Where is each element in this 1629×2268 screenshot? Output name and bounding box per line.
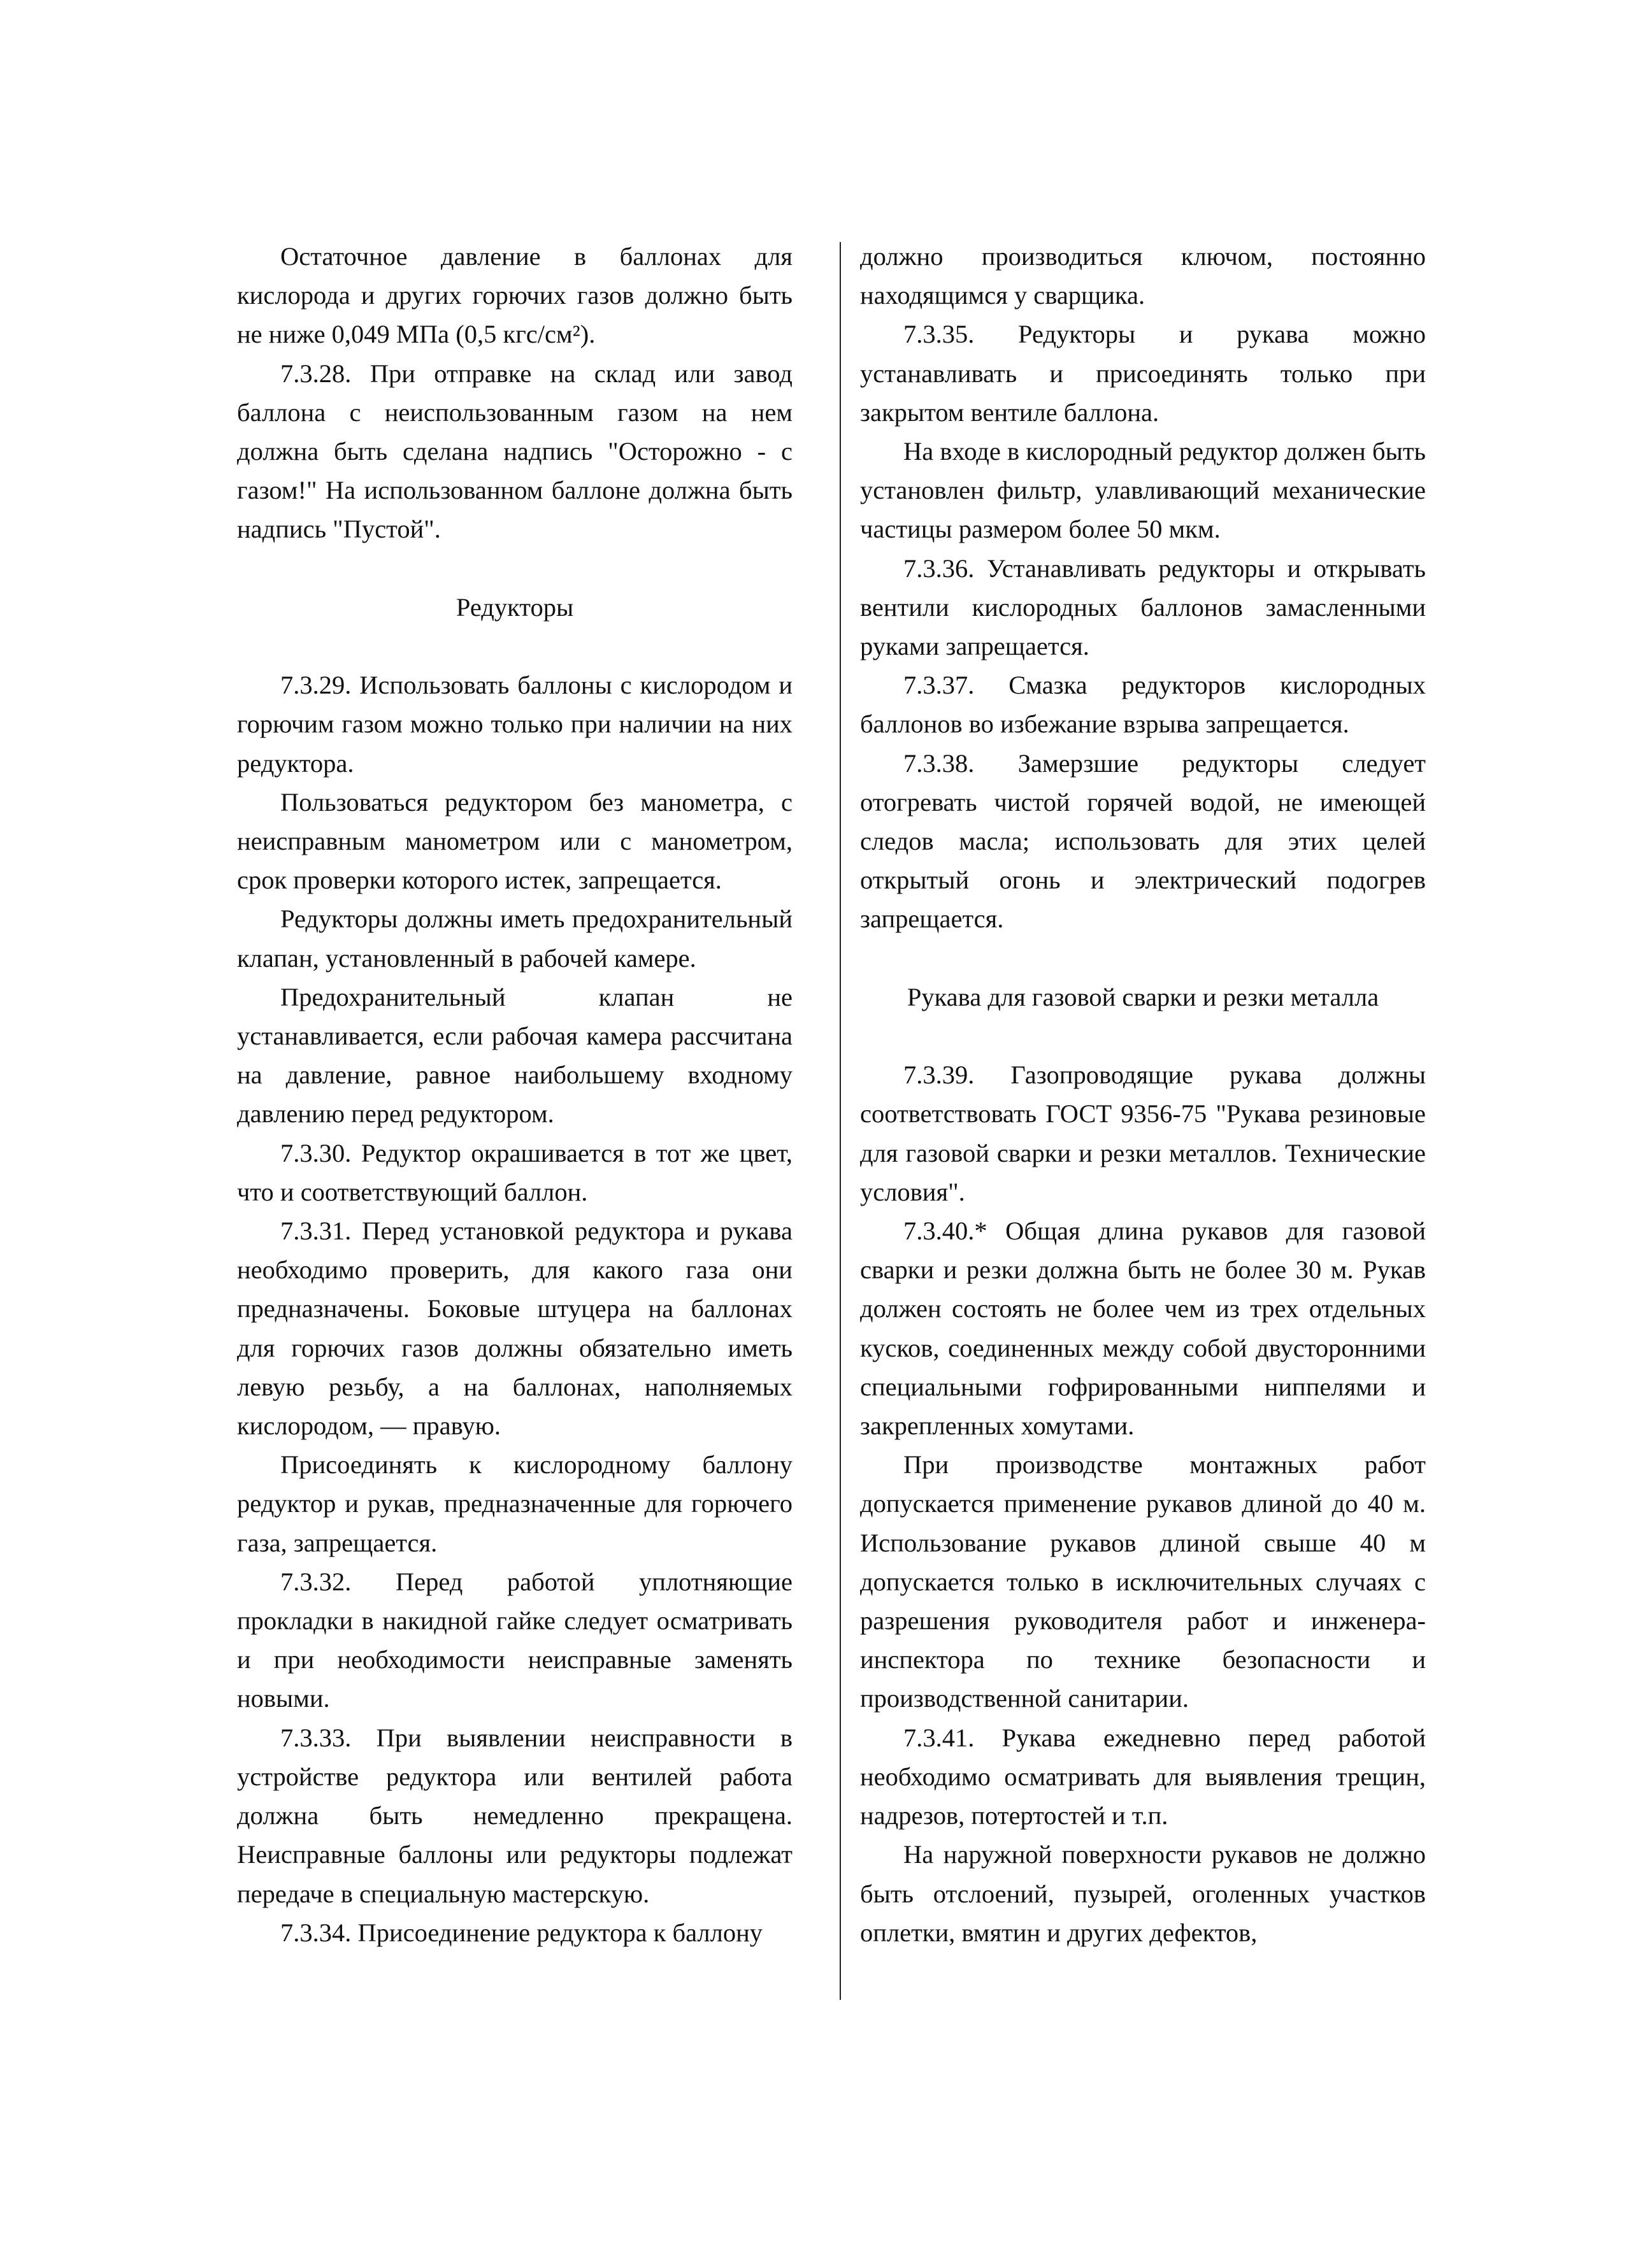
- spacer: [237, 549, 793, 588]
- paragraph-7-3-31: 7.3.31. Перед установкой редуктора и рукава необходимо проверить, для какого газа они предназначены. Боковые штуцера на баллонах для горючих газов должны обязательно иметь левую резьбу, а на баллонах, наполняемых кислородом, — правую.: [237, 1216, 793, 1441]
- paragraph-7-3-32: 7.3.32. Перед работой уплотняющие прокладки в накидной гайке следует осматривать и при необходимости неисправные заменять новыми.: [237, 1567, 793, 1713]
- section-heading-reducers: Редукторы: [456, 592, 574, 622]
- paragraph-hose-surface: На наружной поверхности рукавов не должно быть отслоений, пузырей, оголенных участков оплетки, вмятин и других дефектов,: [860, 1840, 1426, 1947]
- paragraph-7-3-39: 7.3.39. Газопроводящие рукава должны соответствовать ГОСТ 9356-75 "Рукава резиновые для газовой сварки и резки металлов. Технические условия".: [860, 1060, 1426, 1206]
- paragraph-7-3-33: 7.3.33. При выявлении неисправности в устройстве редуктора или вентилей работа должна быть немедленно прекращена. Неисправные баллоны или редукторы подлежат передаче в специальную мастерскую.: [237, 1723, 793, 1908]
- column-divider: [840, 242, 841, 2000]
- paragraph-valve-not-installed: Предохранительный клапан не устанавливается, если рабочая камера рассчитана на давление, равное наибольшему входному давлению перед редуктором.: [237, 982, 793, 1129]
- paragraph-7-3-41: 7.3.41. Рукава ежедневно перед работой необходимо осматривать для выявления трещин, надрезов, потертостей и т.п.: [860, 1723, 1426, 1830]
- paragraph-residual-pressure: Остаточное давление в баллонах для кислорода и других горючих газов должно быть не ниже 0,049 МПа (0,5 кгс/см²).: [237, 242, 793, 349]
- paragraph-7-3-36: 7.3.36. Устанавливать редукторы и открывать вентили кислородных баллонов замасленными руками запрещается.: [860, 553, 1426, 661]
- section-heading-hoses: Рукава для газовой сварки и резки металла: [907, 982, 1379, 1011]
- paragraph-7-3-38: 7.3.38. Замерзшие редукторы следует отогревать чистой горячей водой, не имеющей следов масла; использовать для этих целей открытый огонь и электрический подогрев запрещается.: [860, 748, 1426, 934]
- paragraph-7-3-34: 7.3.34. Присоединение редуктора к баллону: [280, 1918, 763, 1947]
- paragraph-filter: На входе в кислородный редуктор должен быть установлен фильтр, улавливающий механические частицы размером более 50 мкм.: [860, 437, 1426, 544]
- spacer: [860, 1016, 1426, 1055]
- paragraph-7-3-30: 7.3.30. Редуктор окрашивается в тот же цвет, что и соответствующий баллон.: [237, 1138, 793, 1206]
- paragraph-installation-works: При производстве монтажных работ допускается применение рукавов длиной до 40 м. Использование рукавов длиной свыше 40 м допускается только в исключительных случаях с разрешения руководителя работ и инженера-инспектора по технике безопасности и производственной санитарии.: [860, 1450, 1426, 1713]
- paragraph-7-3-40: 7.3.40.* Общая длина рукавов для газовой сварки и резки должна быть не более 30 м. Рукав должен состоять не более чем из трех отдельных кусков, соединенных между собой двусторонними специальными гофрированными ниппелями и закрепленных хомутами.: [860, 1216, 1426, 1441]
- paragraph-7-3-29: 7.3.29. Использовать баллоны с кислородом и горючим газом можно только при наличии на них редуктора.: [237, 671, 793, 778]
- left-column: [237, 237, 793, 1952]
- paragraph-oxygen-connection: Присоединять к кислородному баллону редуктор и рукав, предназначенные для горючего газа, запрещается.: [237, 1450, 793, 1557]
- right-column: [860, 237, 1426, 1952]
- paragraph-7-3-35: 7.3.35. Редукторы и рукава можно устанавливать и присоединять только при закрытом вентиле баллона.: [860, 320, 1426, 427]
- paragraph-7-3-37: 7.3.37. Смазка редукторов кислородных баллонов во избежание взрыва запрещается.: [860, 671, 1426, 739]
- spacer: [860, 939, 1426, 978]
- paragraph-7-3-28: 7.3.28. При отправке на склад или завод баллона с неиспользованным газом на нем должна быть сделана надпись "Осторожно - с газом!" На использованном баллоне должна быть надпись "Пустой".: [237, 359, 793, 544]
- paragraph-safety-valve: Редукторы должны иметь предохранительный клапан, установленный в рабочей камере.: [237, 904, 793, 973]
- paragraph-7-3-34-continued: должно производиться ключом, постоянно находящимся у сварщика.: [860, 242, 1426, 310]
- paragraph-no-manometer: Пользоваться редуктором без манометра, с неисправным манометром или с манометром, срок проверки которого истек, запрещается.: [237, 787, 793, 895]
- spacer: [237, 627, 793, 666]
